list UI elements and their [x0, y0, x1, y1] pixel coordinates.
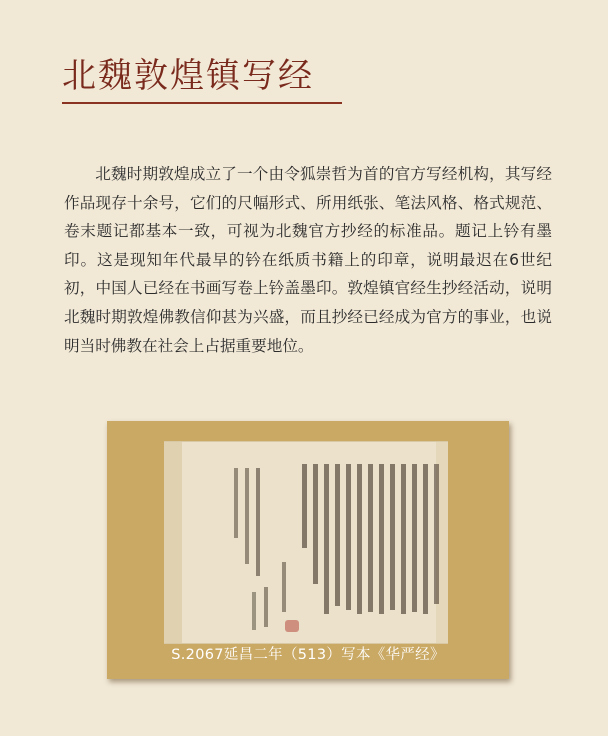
body-paragraph: 北魏时期敦煌成立了一个由令狐崇哲为首的官方写经机构，其写经作品现存十余号，它们的尺幅形式、所用纸张、笔法风格、格式规范、卷末题记都基本一致，可视为北魏官方抄经的标准品。题记上钤有墨印。这是现知年代最早的钤在纸质书籍上的印章，说明最迟在6世纪初，中国人已经在书画写卷上钤盖墨印。敦煌镇官经生抄经活动，说明北魏时期敦煌佛教信仰甚为兴盛，而且抄经已经成为官方的事业，也说明当时佛教在社会上占据重要地位。: [64, 165, 552, 355]
title-divider: [62, 102, 342, 104]
manuscript-image: [164, 441, 448, 644]
ink-seal: [285, 620, 299, 632]
manuscript-script-picture: [164, 442, 448, 643]
figure-card: [107, 421, 509, 679]
page-title: 北魏敦煌镇写经: [62, 56, 314, 96]
figure-caption: S.2067延昌二年（513）写本《华严经》: [171, 647, 445, 663]
